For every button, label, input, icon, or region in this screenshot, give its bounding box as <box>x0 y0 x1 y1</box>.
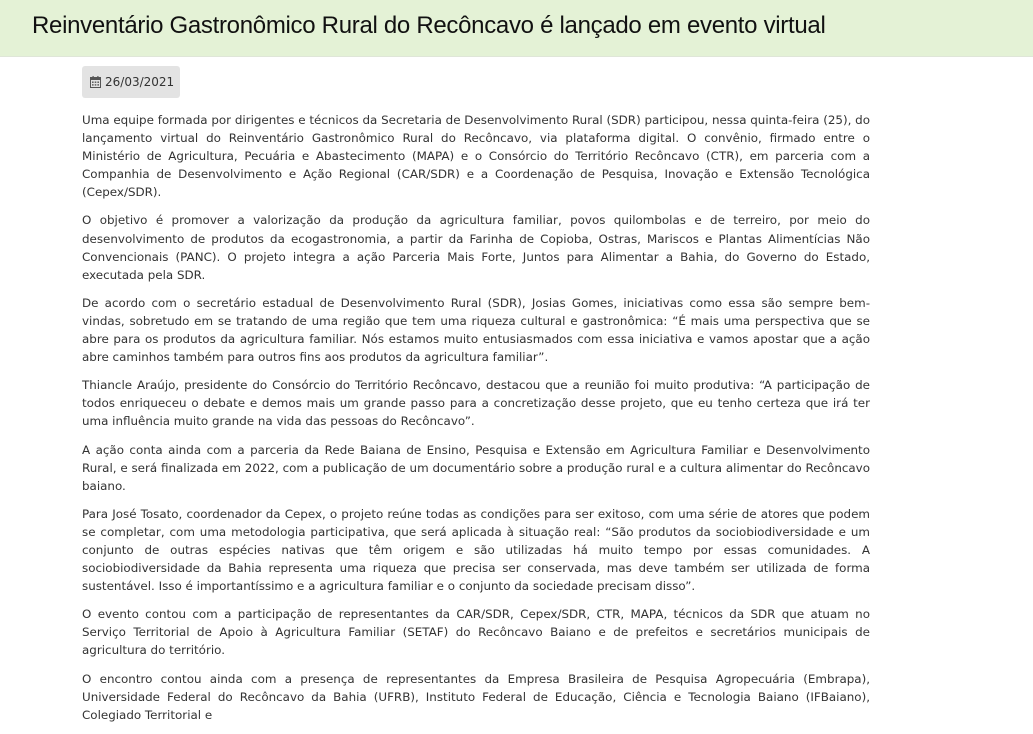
article-paragraph: O encontro contou ainda com a presença de representantes da Empresa Brasileira de Pesquisa Agropecuária (Embrapa), Universidade Federal do Recôncavo da Bahia (UFRB), Instituto Federal de Educação, Ciência e Tecnologia Baiano (IFBaiano), Colegiado Territorial e <box>82 671 870 722</box>
article-paragraph: A ação conta ainda com a parceria da Rede Baiana de Ensino, Pesquisa e Extensão em Agricultura Familiar e Desenvolvimento Rural, e será finalizada em 2022, com a publicação de um documentário sobre a produção rural e a cultura alimentar do Recôncavo baiano. <box>82 442 870 493</box>
article-paragraph: Uma equipe formada por dirigentes e técnicos da Secretaria de Desenvolvimento Rural (SDR) participou, nessa quinta-feira (25), do lançamento virtual do Reinventário Gastronômico Rural do Recôncavo, via plataforma digital. O convênio, firmado entre o Ministério de Agricultura, Pecuária e Abastecimento (MAPA) e o Consórcio do Território Recôncavo (CTR), em parceria com a Companhia de Desenvolvimento e Ação Regional (CAR/SDR) e a Coordenação de Pesquisa, Inovação e Extensão Tecnológica (Cepex/SDR). <box>82 113 870 200</box>
article-paragraph: O evento contou com a participação de representantes da CAR/SDR, Cepex/SDR, CTR, MAPA, técnicos da SDR que atuam no Serviço Territorial de Apoio à Agricultura Familiar (SETAF) do Recôncavo Baiano e de prefeitos e secretários municipais de agricultura do território. <box>82 607 870 658</box>
article-title: Reinventário Gastronômico Rural do Recôncavo é lançado em evento virtual <box>32 12 826 39</box>
article-paragraph: O objetivo é promover a valorização da produção da agricultura familiar, povos quilombolas e de terreiro, por meio do desenvolvimento de produtos da ecogastronomia, a partir da Farinha de Copioba, Ostras, Mariscos e Plantas Alimentícias Não Convencionais (PANC). O projeto integra a ação Parceria Mais Forte, Juntos para Alimentar a Bahia, do Governo do Estado, executada pela SDR. <box>82 213 870 282</box>
page-header <box>0 0 1033 57</box>
article-paragraph: Thiancle Araújo, presidente do Consórcio do Território Recôncavo, destacou que a reunião foi muito produtiva: “A participação de todos enriqueceu o debate e demos mais um grande passo para a concretização desse projeto, que eu tenho certeza que irá ter uma influência muito grande na vida das pessoas do Recôncavo”. <box>82 378 870 429</box>
calendar-icon <box>90 76 101 88</box>
article-paragraph: Para José Tosato, coordenador da Cepex, o projeto reúne todas as condições para ser exitoso, com uma série de atores que podem se completar, com uma metodologia participativa, que será aplicada à situação real: “São produtos da sociobiodiversidade e um conjunto de outras espécies nativas que têm origem e são utilizadas há muito tempo por essas comunidades. A sociobiodiversidade da Bahia representa uma riqueza que precisa ser conservada, mas deve também ser utilizada de forma sustentável. Isso é importantíssimo e a agricultura familiar e o conjunto da sociedade precisam disso”. <box>82 506 870 594</box>
date-badge <box>82 66 180 98</box>
article-date: 26/03/2021 <box>105 75 175 89</box>
article-paragraph: De acordo com o secretário estadual de Desenvolvimento Rural (SDR), Josias Gomes, iniciativas como essa são sempre bem-vindas, sobretudo em se tratando de uma região que tem uma riqueza cultural e gastronômica: “É mais uma perspectiva que se abre para os produtos da agricultura familiar. Nós estamos muito entusiasmados com essa iniciativa e vamos apostar que a ação abre caminhos também para outros fins aos produtos da agricultura familiar”. <box>82 295 870 365</box>
article-body <box>82 111 870 734</box>
